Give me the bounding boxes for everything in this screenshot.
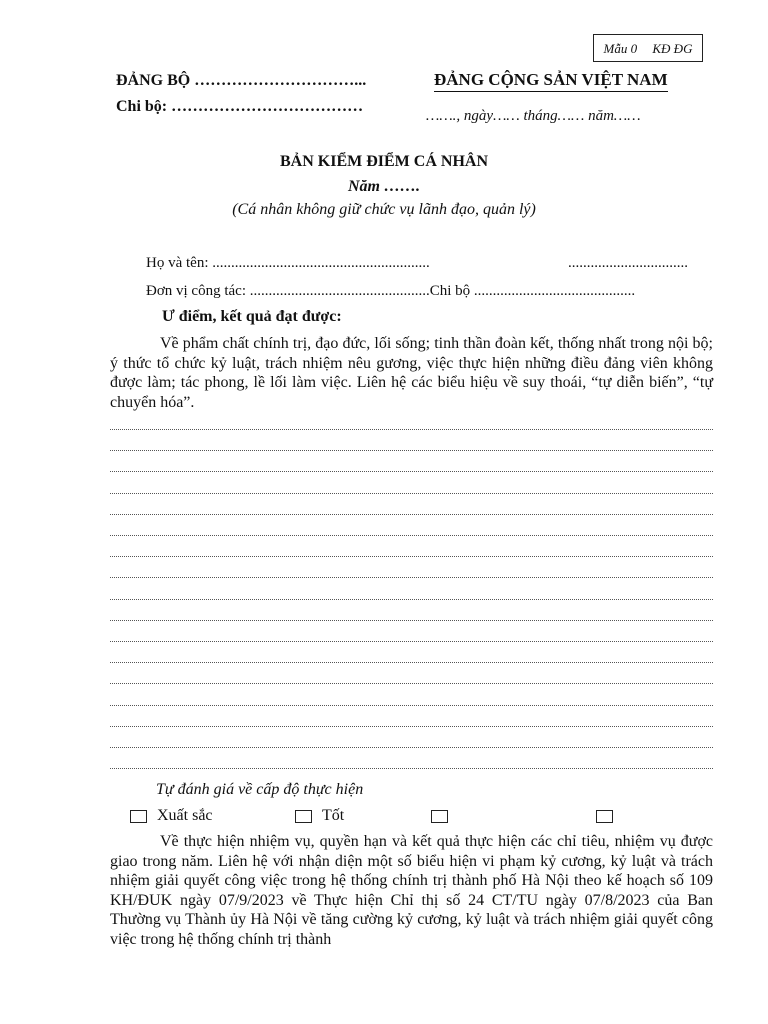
checkbox-excellent[interactable] [130,810,147,823]
checkbox-3[interactable] [431,810,448,823]
rating-option-good[interactable] [295,807,344,825]
fill-line [110,493,713,494]
rating-label-good: Tốt [322,807,345,824]
year-line: Năm ……. [348,178,420,195]
fill-line [110,577,713,578]
rating-option-excellent[interactable] [130,807,213,825]
party-committee: ĐẢNG BỘ …………………………... [116,72,367,89]
fill-line [110,599,713,600]
name-field-extra: ................................ [568,255,688,271]
fill-line [110,556,713,557]
fill-line [110,726,713,727]
form-code-box [593,34,703,62]
fill-line [110,471,713,472]
rating-option-3[interactable] [431,807,448,825]
fill-line [110,747,713,748]
fill-line [110,429,713,430]
document-title: BẢN KIỂM ĐIỂM CÁ NHÂN [280,153,488,170]
form-code-left: Mẫu 0 [603,41,638,56]
paragraph-duties: Về thực hiện nhiệm vụ, quyền hạn và kết quả thực hiện các chỉ tiêu, nhiệm vụ được giao trong năm. Liên hệ với nhận diện một số biểu hiện vi phạm kỷ cương, kỷ luật và trách nhiệm giải quyết công việc trong hệ thống chính trị thành phố Hà Nội theo kế hoạch số 109 KH/ĐUK ngày 07/9/2023 về Thực hiện Chỉ thị số 24 CT/TU ngày 07/8/2023 của Ban Thường vụ Thành ủy Hà Nội về tăng cường kỷ cương, kỷ luật và trách nhiệm giải quyết công việc trong hệ thống chính trị thành [110,833,713,948]
fill-line [110,705,713,706]
checkbox-4[interactable] [596,810,613,823]
rating-label-excellent: Xuất sắc [157,807,213,824]
nation-heading: ĐẢNG CỘNG SẢN VIỆT NAM [434,70,668,92]
section-heading: Ư điểm, kết quả đạt được: [162,308,342,325]
fill-line [110,535,713,536]
dateline: ……., ngày…… tháng…… năm…… [426,108,641,124]
rating-option-4[interactable] [596,807,613,825]
fill-line [110,662,713,663]
fill-line [110,514,713,515]
fill-line [110,768,713,769]
party-cell: Chi bộ: ……………………………… [116,98,364,115]
fill-line [110,641,713,642]
document-subtitle: (Cá nhân không giữ chức vụ lãnh đạo, quản lý) [232,201,536,218]
self-assessment-label: Tự đánh giá về cấp độ thực hiện [156,781,364,798]
fill-line [110,620,713,621]
fill-line [110,683,713,684]
form-code-right: KĐ ĐG [652,41,693,56]
name-field: Họ và tên: .......................................................... [146,255,430,271]
checkbox-good[interactable] [295,810,312,823]
unit-field: Đơn vị công tác: ................................................Chi bộ ........................................... [146,283,636,299]
fill-line [110,450,713,451]
paragraph-conduct: Về phẩm chất chính trị, đạo đức, lối sống; tinh thần đoàn kết, thống nhất trong nội bộ; ý thức tổ chức kỷ luật, trách nhiệm nêu gương, việc thực hiện những điều đảng viên không được làm; tác phong, lề lối làm việc. Liên hệ các biểu hiệu về suy thoái, “tự diễn biến”, “tự chuyển hóa”. [110,335,713,411]
